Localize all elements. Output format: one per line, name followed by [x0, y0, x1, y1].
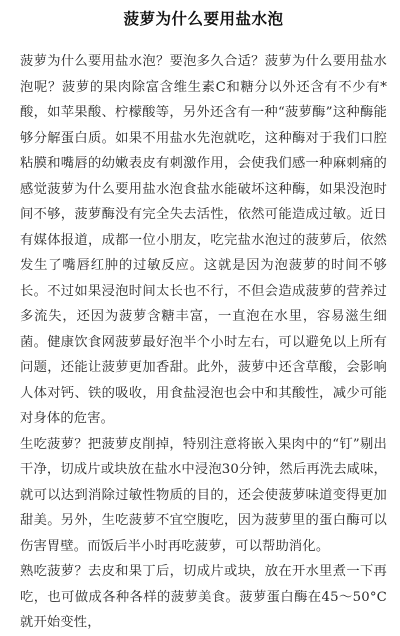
paragraph-cooked-eating: 熟吃菠萝？去皮和果丁后，切成片或块，放在开水里煮一下再吃，也可做成各种各样的菠萝美食。菠萝蛋白酶在45～50°C就开始变性，	[20, 564, 387, 630]
paragraph-intro: 菠萝为什么要用盐水泡？要泡多久合适？菠萝为什么要用盐水泡呢？菠萝的果肉除富含维生素C和糖分以外还含有不少有*酸，如苹果酸、柠檬酸等，另外还含有一种“菠萝酶”这种酶能够分解蛋白质。如果不用盐水先泡就吃，这种酶对于我们口腔粘膜和嘴唇的幼嫩表皮有刺激作用，会使我们感一种麻刺痛的感觉菠萝为什么要用盐水泡食盐水能破坏这种酶，如果没泡时间不够，菠萝酶没有完全失去活性，依然可能造成过敏。近日有媒体报道，成都一位小朋友，吃完盐水泡过的菠萝后，依然发生了嘴唇红肿的过敏反应。这就是因为泡菠萝的时间不够长。不过如果浸泡时间太长也不行，不但会造成菠萝的营养过多流失，还因为菠萝含糖丰富，一直泡在水里，容易滋生细菌。健康饮食网菠萝最好泡半个小时左右，可以避免以上所有问题，还能让菠萝更加香甜。此外，菠萝中还含草酸，会影响人体对钙、铁的吸收，用食盐浸泡也会中和其酸性，减少可能对身体的危害。	[20, 54, 387, 426]
article-body	[20, 49, 387, 636]
article-title: 菠萝为什么要用盐水泡	[123, 10, 284, 28]
paragraph-raw-eating: 生吃菠萝？把菠萝皮削掉，特别注意将嵌入果肉中的“钉”剔出干净，切成片或块放在盐水中浸泡30分钟，然后再洗去咸味，就可以达到消除过敏性物质的目的，还会使菠萝味道变得更加甜美。另外，生吃菠萝不宜空腹吃，因为菠萝里的蛋白酶可以伤害胃壁。而饭后半小时再吃菠萝，可以帮助消化。	[20, 436, 387, 554]
